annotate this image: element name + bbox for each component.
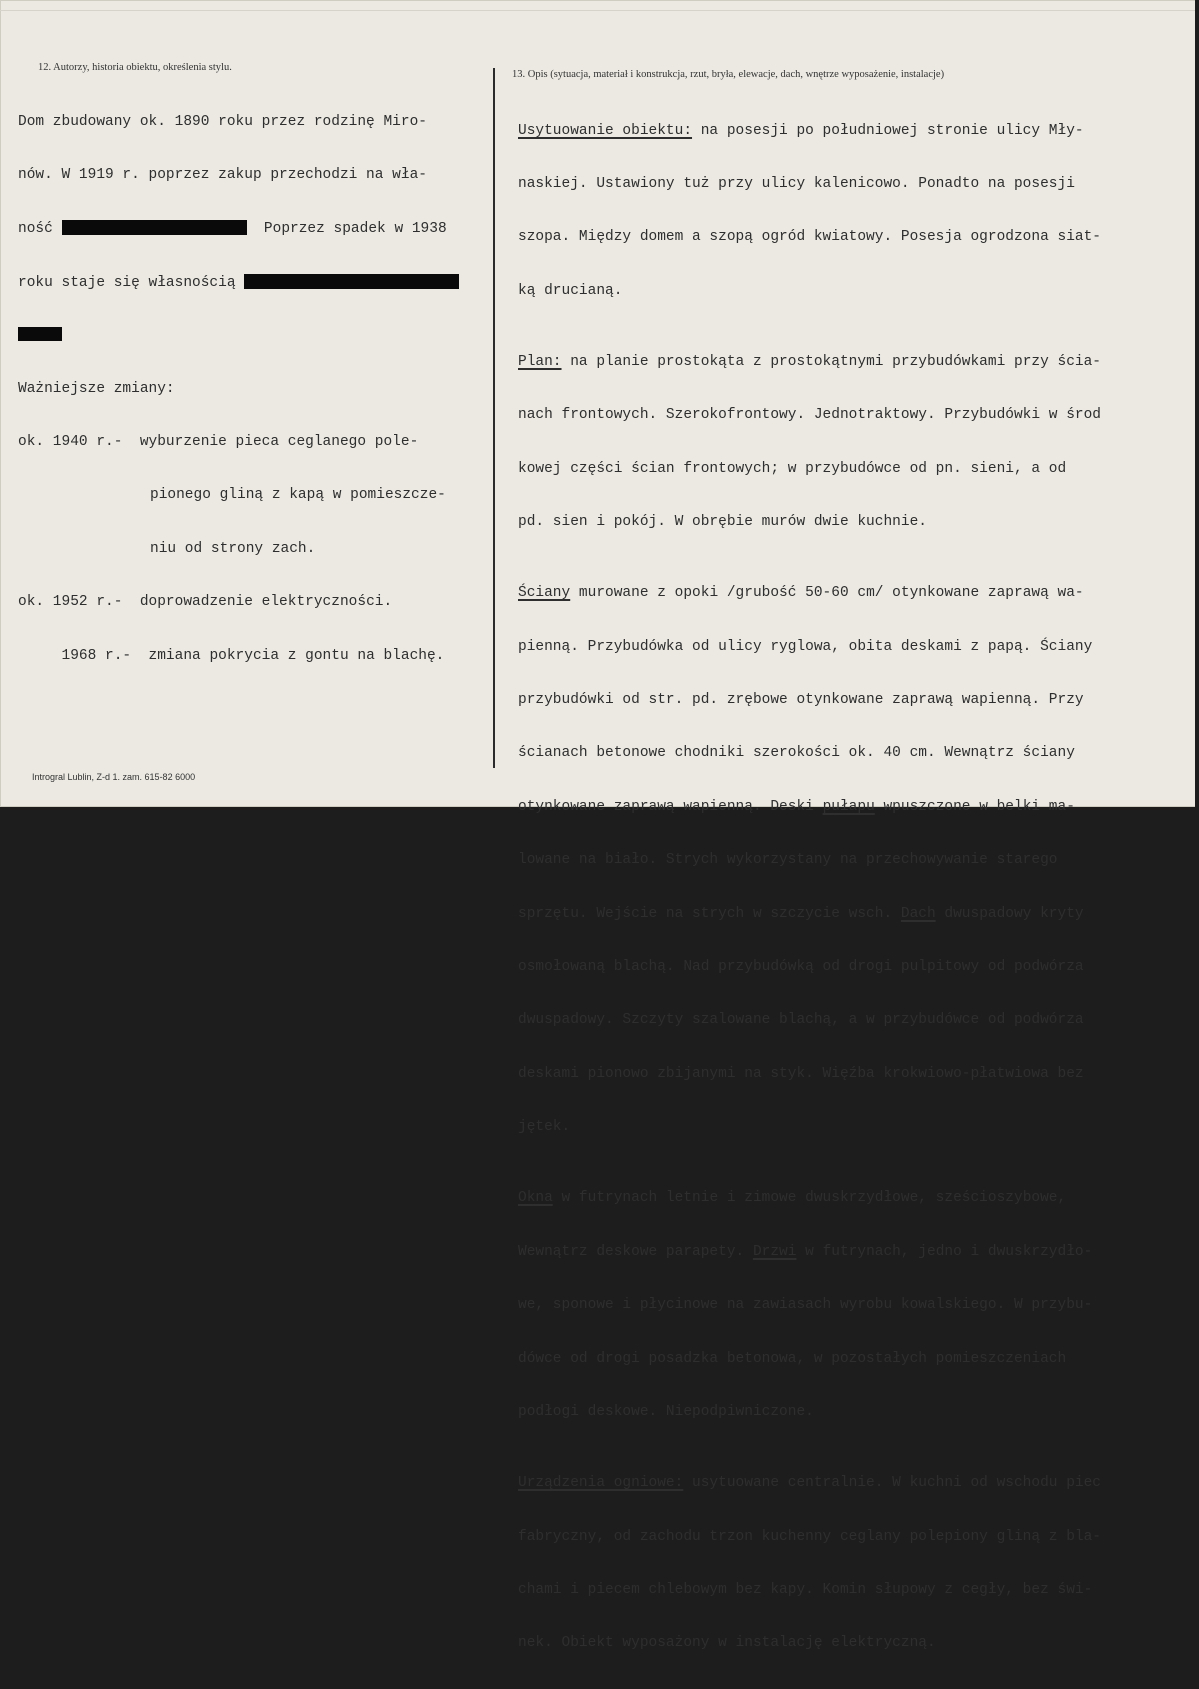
redaction-bar (62, 220, 247, 235)
history-text: ność (18, 221, 53, 238)
change-text: doprowadzenie elektryczności. (139, 594, 393, 611)
desc-line: nach frontowych. Szerokofrontowy. Jednotraktowy. Przybudówki w środ (518, 407, 1101, 424)
ceiling-title: pułapu (822, 798, 875, 815)
desc-line: chami i piecem chlebowym bez kapy. Komin słupowy z cegły, bez świ- (518, 1581, 1093, 1598)
desc-text: murowane z opoki /grubość 50-60 cm/ otynkowane zaprawą wa- (570, 585, 1084, 602)
desc-line: szopa. Między domem a szopą ogród kwiatowy. Posesja ogrodzona siat- (518, 229, 1101, 246)
doors-title: Drzwi (752, 1243, 797, 1260)
change-date: ok. 1952 r.- (18, 594, 123, 611)
desc-line (518, 354, 1194, 372)
desc-line: jętek. (518, 1119, 571, 1136)
desc-text: na planie prostokąta z prostokątnymi przybudówkami przy ścia- (561, 353, 1102, 370)
heating-title: Urządzenia ogniowe: (518, 1475, 684, 1492)
desc-line: fabryczny, od zachodu trzon kuchenny ceglany polepiony gliną z bla- (518, 1528, 1101, 1545)
desc-line: ścianach betonowe chodniki szerokości ok. 40 cm. Wewnątrz ściany (518, 745, 1075, 762)
printer-imprint: Introgral Lublin, Z-d 1. zam. 615-82 6000 (32, 772, 196, 782)
desc-line: deskami pionowo zbijanymi na styk. Więźba krokwiowo-płatwiowa bez (518, 1065, 1084, 1082)
desc-line: osmołowaną blachą. Nad przybudówką od drogi pulpitowy od podwórza (518, 959, 1084, 976)
desc-line: we, sponowe i płycinowe na zawiasach wyrobu kowalskiego. W przybu- (518, 1297, 1093, 1314)
desc-text: otynkowane zaprawą wapienną. Deski (518, 798, 814, 815)
redaction-bar (18, 327, 62, 341)
plan-title: Plan: (518, 353, 562, 370)
desc-text: wpuszczone w belki ma- (874, 798, 1075, 815)
change-text: zmiana pokrycia z gontu na blachę. (148, 647, 445, 664)
desc-line: ką drucianą. (518, 282, 623, 299)
change-date: 1968 r.- (18, 647, 132, 664)
desc-line (518, 1190, 1194, 1208)
desc-line: nek. Obiekt wyposażony w instalację elektryczną. (518, 1635, 936, 1652)
column-divider (493, 68, 495, 768)
location-title: Usytuowanie obiektu: (518, 122, 693, 139)
desc-line: kowej części ścian frontowych; w przybudówce od pn. sieni, a od (518, 460, 1067, 477)
desc-line: przybudówki od str. pd. zrębowe otynkowane zaprawą wapienną. Przy (518, 692, 1084, 709)
desc-line: pd. sien i pokój. W obrębie murów dwie kuchnie. (518, 514, 927, 531)
change-entry (18, 594, 490, 612)
history-line: Dom zbudowany ok. 1890 roku przez rodzinę Miro- (18, 113, 427, 130)
top-rule (0, 10, 1199, 11)
changes-title: Ważniejsze zmiany: (18, 380, 175, 397)
desc-line: lowane na biało. Strych wykorzystany na przechowywanie starego (518, 852, 1058, 869)
desc-line: dwuspadowy. Szczyty szalowane blachą, a w przybudówce od podwórza (518, 1012, 1084, 1029)
desc-line (518, 123, 1194, 141)
description-column (518, 87, 1194, 1689)
history-text: roku staje się własnością (18, 274, 236, 291)
desc-line: dówce od drogi posadzka betonowa, w pozostałych pomieszczeniach (518, 1350, 1067, 1367)
history-text: Poprzez spadek w 1938 (263, 221, 447, 238)
change-entry (18, 434, 490, 452)
desc-line (518, 906, 1194, 924)
change-text: wyburzenie pieca ceglanego pole- (139, 433, 419, 450)
desc-text: w futrynach letnie i zimowe dwuskrzydłowe, sześcioszybowe, (552, 1190, 1067, 1207)
change-text: niu od strony zach. (150, 540, 316, 557)
redaction-bar (244, 274, 459, 289)
change-entry (18, 648, 490, 666)
history-line (18, 274, 490, 292)
history-line (18, 327, 490, 345)
windows-title: Okna (518, 1190, 553, 1207)
roof-title: Dach (900, 905, 936, 922)
walls-title: Ściany (518, 585, 571, 602)
card-edge (1195, 0, 1199, 807)
desc-line (518, 585, 1194, 603)
desc-line (518, 1244, 1194, 1262)
desc-line (518, 1475, 1194, 1493)
history-line (18, 220, 490, 238)
history-column (18, 78, 490, 701)
desc-line: pienną. Przybudówka od ulicy ryglowa, obita deskami z papą. Ściany (518, 638, 1093, 655)
change-text: pionego gliną z kapą w pomieszcze- (150, 487, 446, 504)
desc-line: naskiej. Ustawiony tuż przy ulicy kalenicowo. Ponadto na posesji (518, 175, 1075, 192)
desc-text: Wewnątrz deskowe parapety. (518, 1243, 753, 1260)
desc-text: sprzętu. Wejście na strych w szczycie wsch. (518, 905, 893, 922)
section-13-heading: 13. Opis (sytuacja, materiał i konstrukcja, rzut, bryła, elewacje, dach, wnętrze wyposażenie, instalacje) (512, 69, 945, 80)
desc-text: w futrynach, jedno i dwuskrzydło- (796, 1243, 1093, 1260)
desc-line: podłogi deskowe. Niepodpiwniczone. (518, 1403, 814, 1420)
desc-line (518, 799, 1194, 817)
change-date: ok. 1940 r.- (18, 433, 123, 450)
desc-text: na posesji po południowej stronie ulicy Mły- (692, 122, 1084, 139)
desc-text: dwuspadowy kryty (935, 905, 1084, 922)
history-line: nów. W 1919 r. poprzez zakup przechodzi na wła- (18, 166, 427, 183)
section-12-heading: 12. Autorzy, historia obiektu, określenia stylu. (38, 62, 232, 73)
desc-text: usytuowane centralnie. W kuchni od wschodu piec (683, 1475, 1101, 1492)
